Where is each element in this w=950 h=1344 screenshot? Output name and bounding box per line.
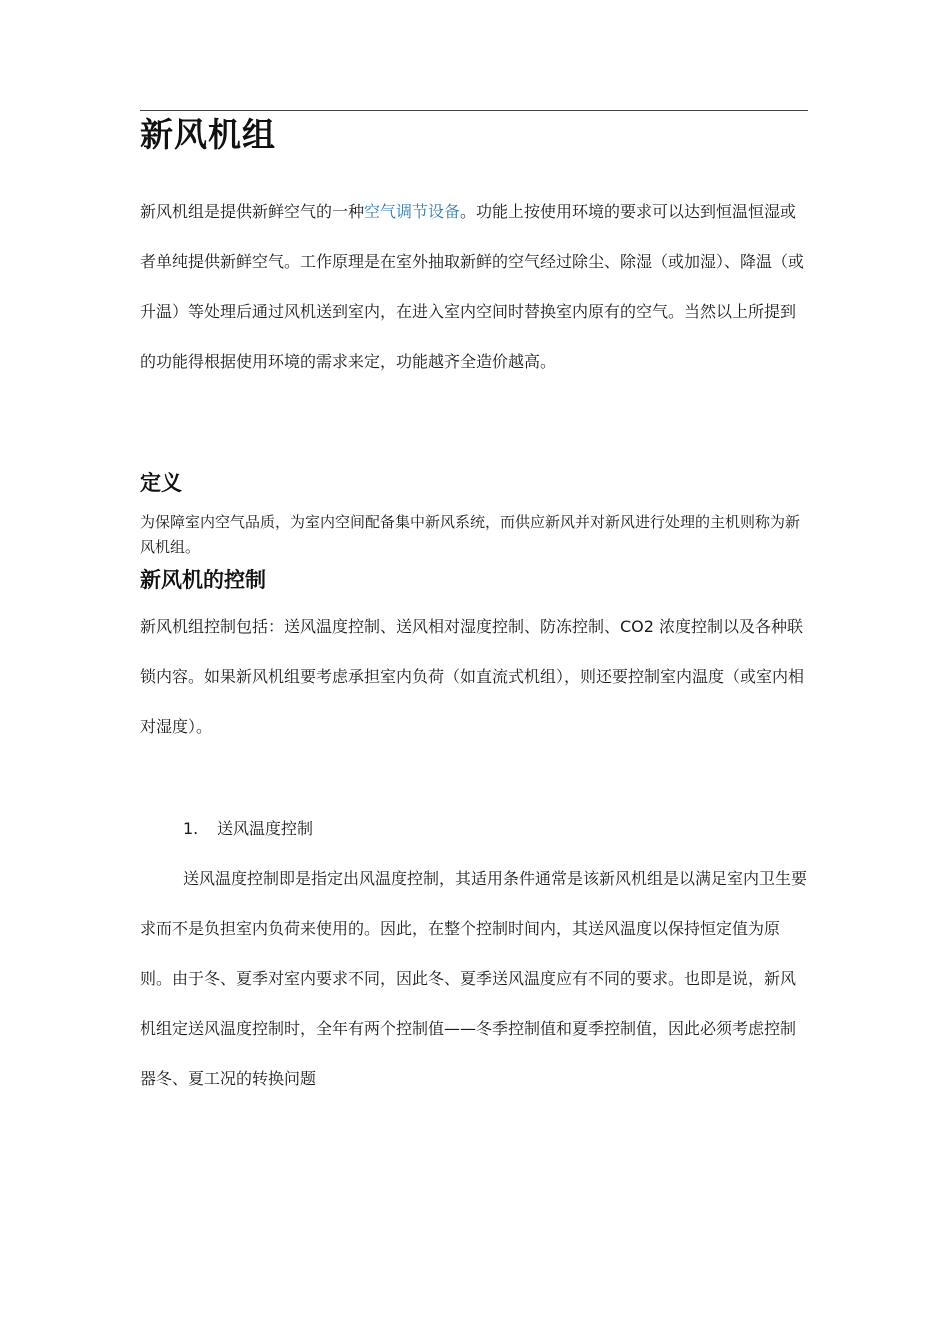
header-rule [140, 110, 808, 111]
control-heading: 新风机的控制 [140, 568, 266, 592]
definition-paragraph: 为保障室内空气品质，为室内空间配备集中新风系统，而供应新风并对新风进行处理的主机则称为新风机组。 [140, 513, 801, 556]
air-conditioning-equipment-link[interactable]: 空气调节设备 [364, 202, 461, 221]
intro-text-after-link: 。功能上按使用环境的要求可以达到恒温恒湿或者单纯提供新鲜空气。工作原理是在室外抽取新鲜的空气经过除尘、除湿（或加湿）、降温（或升温）等处理后通过风机送到室内，在进入室内空间时替换室内原有的空气。当然以上所提到的功能得根据使用环境的需求来定，功能越齐全造价越高。 [140, 202, 805, 371]
list-item-label: 送风温度控制 [217, 819, 314, 838]
list-item-number: 1. [183, 819, 199, 838]
intro-paragraph [140, 187, 810, 387]
page-title: 新风机组 [140, 115, 276, 154]
definition-heading: 定义 [140, 471, 182, 495]
intro-text-before-link: 新风机组是提供新鲜空气的一种 [140, 202, 365, 221]
list-item [183, 816, 313, 842]
supply-temperature-paragraph: 送风温度控制即是指定出风温度控制，其适用条件通常是该新风机组是以满足室内卫生要求而不是负担室内负荷来使用的。因此，在整个控制时间内，其送风温度以保持恒定值为原则。由于冬、夏季对室内要求不同，因此冬、夏季送风温度应有不同的要求。也即是说，新风机组定送风温度控制时，全年有两个控制值——冬季控制值和夏季控制值，因此必须考虑控制器冬、夏工况的转换问题 [140, 869, 808, 1088]
control-paragraph: 新风机组控制包括：送风温度控制、送风相对湿度控制、防冻控制、CO2 浓度控制以及各种联锁内容。如果新风机组要考虑承担室内负荷（如直流式机组），则还要控制室内温度（或室内相对湿度）。 [140, 617, 805, 736]
